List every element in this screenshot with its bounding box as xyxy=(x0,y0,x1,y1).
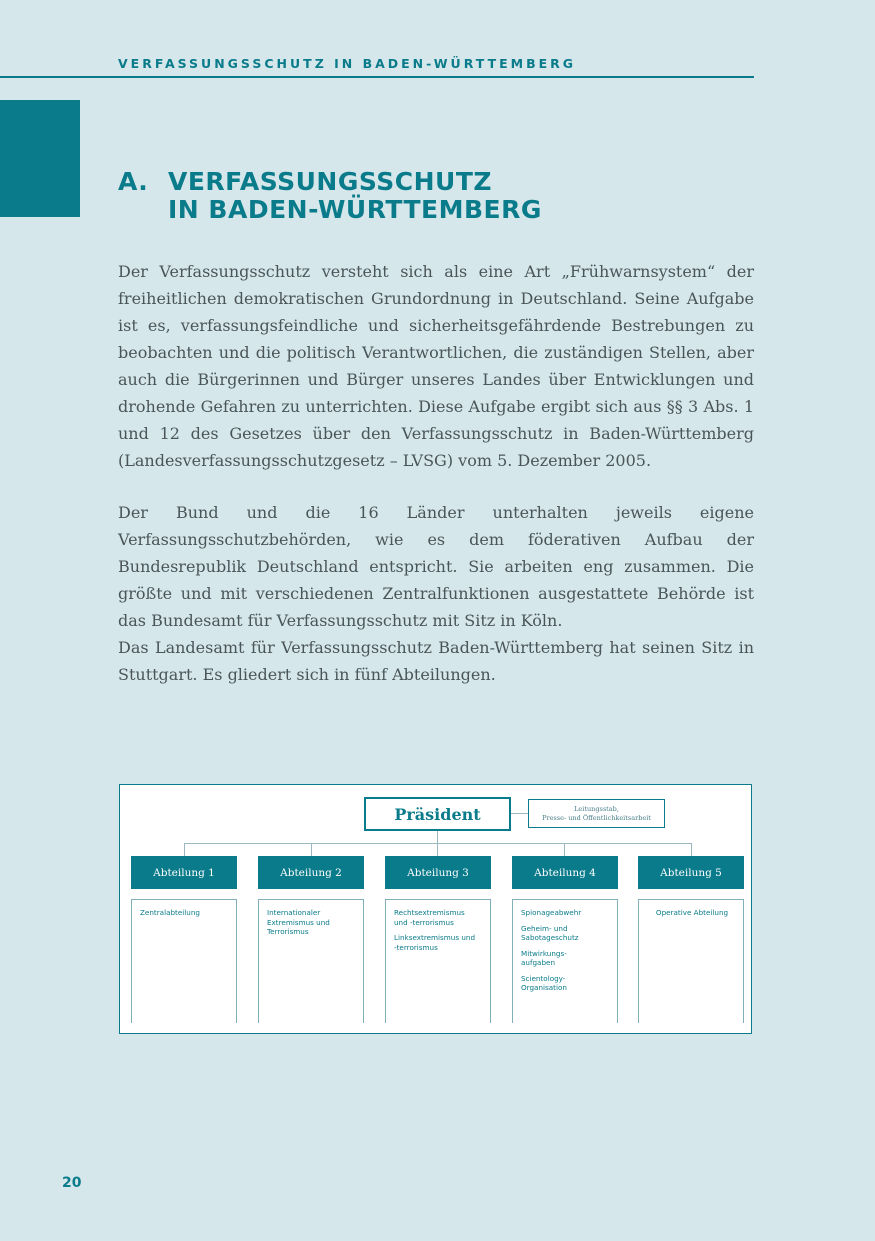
department-entry: Linksextremismus und -terrorismus xyxy=(394,933,476,952)
header-rule xyxy=(0,76,754,78)
department-entry: Spionageabwehr xyxy=(521,908,582,917)
department-entry: Operative Abteilung xyxy=(655,908,729,917)
staff-box xyxy=(528,799,665,828)
department-entry: Zentralabteilung xyxy=(140,908,200,917)
president-box: Präsident xyxy=(364,797,511,831)
department-4-box xyxy=(512,899,618,1023)
paragraph-state-office: Das Landesamt für Verfassungsschutz Baden-Württemberg hat seinen Sitz in Stuttgart. Es gliedert sich in fünf Abteilungen. xyxy=(118,638,754,684)
chapter-title-line1: VERFASSUNGSSCHUTZ xyxy=(168,167,493,196)
department-3-header: Abteilung 3 xyxy=(385,856,491,889)
connector-dept2 xyxy=(311,843,312,856)
department-5-header: Abteilung 5 xyxy=(638,856,744,889)
department-entry: Geheim- und Sabotageschutz xyxy=(521,923,579,942)
org-chart xyxy=(119,784,752,1034)
staff-line1: Leitungsstab, xyxy=(574,805,619,813)
department-5-box xyxy=(638,899,744,1023)
connector-dept1 xyxy=(184,843,185,856)
paragraph-federal: Der Bund und die 16 Länder unterhalten jeweils eigene Verfassungsschutzbehörden, wie es dem föderativen Aufbau der Bundesrepublik Deutschland entspricht. Sie arbeiten eng zusammen. Die größte und mit verschiedenen Zentralfunktionen ausgestattete Behörde ist das Bundesamt für Verfassungsschutz mit Sitz in Köln. xyxy=(118,503,754,630)
staff-line2: Presse- und Öffentlichkeitsarbeit xyxy=(542,814,651,822)
department-entry: Rechtsextremismus und -terrorismus xyxy=(394,908,465,927)
connector-dept3 xyxy=(437,843,438,856)
department-entry: Mitwirkungs- aufgaben xyxy=(521,948,567,967)
chapter-side-block xyxy=(0,100,80,217)
connector-dept5 xyxy=(691,843,692,856)
connector-dept4 xyxy=(564,843,565,856)
department-entry: Internationaler Extremismus und Terrorismus xyxy=(267,908,330,936)
department-4-header: Abteilung 4 xyxy=(512,856,618,889)
department-2-header: Abteilung 2 xyxy=(258,856,364,889)
department-2-box xyxy=(258,899,364,1023)
connector-president-staff xyxy=(511,813,528,814)
paragraph-intro: Der Verfassungsschutz versteht sich als eine Art „Frühwarnsystem“ der freiheitlichen demokratischen Grundordnung in Deutschland. Seine Aufgabe ist es, verfassungsfeindliche und sicherheitsgefährdende Bestrebungen zu beobachten und die politisch Verantwortlichen, die zuständigen Stellen, aber auch die Bürgerinnen und Bürger unseres Landes über Entwicklungen und drohende Gefahren zu unterrichten. Diese Aufgabe ergibt sich aus §§ 3 Abs. 1 und 12 des Gesetzes über den Verfassungsschutz in Baden-Württemberg (Landesverfassungsschutzgesetz – LVSG) vom 5. Dezember 2005. xyxy=(118,262,754,470)
department-1-box xyxy=(131,899,237,1023)
chapter-title-line2: IN BADEN-WÜRTTEMBERG xyxy=(168,195,542,224)
running-header: VERFASSUNGSSCHUTZ IN BADEN-WÜRTTEMBERG xyxy=(118,56,577,71)
chapter-title xyxy=(118,168,542,224)
page-number: 20 xyxy=(62,1175,82,1191)
department-entry: Scientology- Organisation xyxy=(521,973,567,992)
department-1-header: Abteilung 1 xyxy=(131,856,237,889)
chapter-marker: A. xyxy=(118,167,149,196)
department-3-box xyxy=(385,899,491,1023)
